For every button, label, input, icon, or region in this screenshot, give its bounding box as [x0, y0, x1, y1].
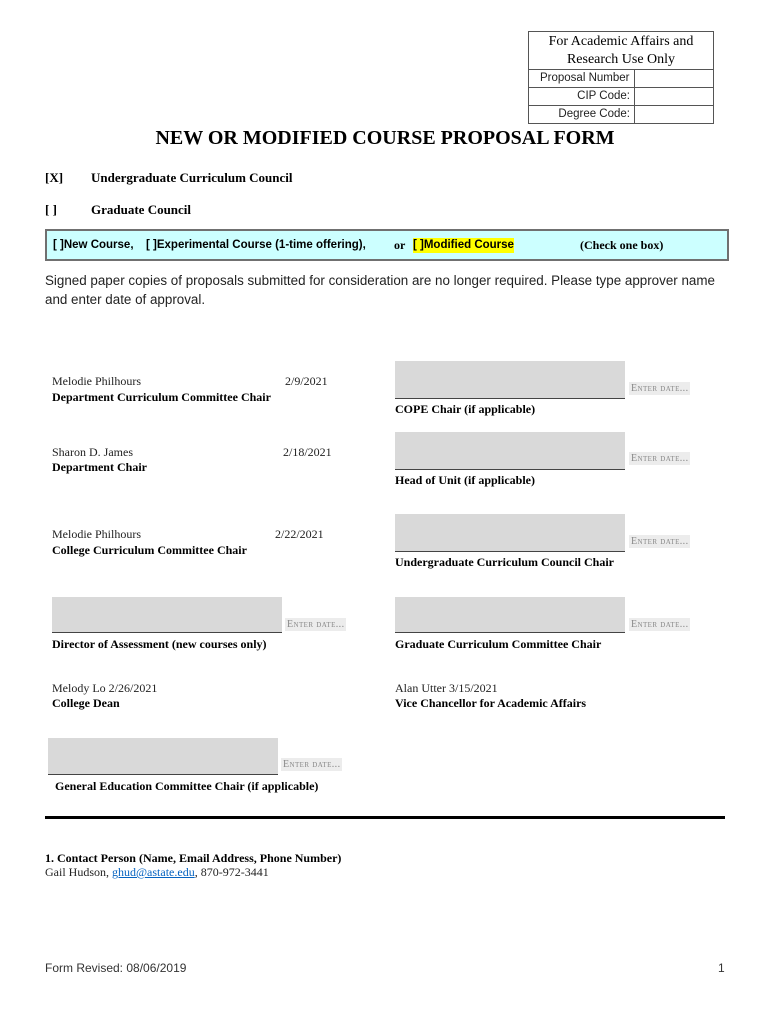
dept-chair-name[interactable]: Sharon D. James [52, 445, 133, 459]
cope-chair-signature-field[interactable] [395, 361, 625, 399]
office-row-degree-code [529, 105, 713, 123]
ucc-checkbox[interactable]: [X] [45, 170, 64, 185]
graduate-council-label: Graduate Council [91, 202, 192, 217]
course-type-box [45, 229, 729, 261]
dept-committee-chair-date[interactable]: 2/9/2021 [285, 374, 328, 388]
director-assessment-role: Director of Assessment (new courses only) [52, 637, 267, 651]
dept-committee-chair-role: Department Curriculum Committee Chair [52, 390, 271, 404]
dept-chair-role: Department Chair [52, 460, 147, 474]
contact-line [45, 865, 269, 880]
cope-chair-role: COPE Chair (if applicable) [395, 402, 536, 416]
cope-chair-date-field[interactable]: Enter date... [631, 383, 689, 394]
experimental-course-checkbox[interactable]: [ ]Experimental Course (1-time offering), [146, 239, 366, 251]
vice-chancellor-name[interactable]: Alan Utter 3/15/2021 [395, 681, 498, 695]
page-number: 1 [718, 961, 725, 975]
office-use-box [528, 31, 714, 124]
gen-ed-chair-role: General Education Committee Chair (if applicable) [55, 779, 319, 793]
office-row-cip-code [529, 87, 713, 105]
college-dean-role: College Dean [52, 696, 120, 710]
grad-committee-chair-date-field[interactable]: Enter date... [631, 619, 689, 630]
head-of-unit-date-field[interactable]: Enter date... [631, 453, 689, 464]
college-dean-name[interactable]: Melody Lo 2/26/2021 [52, 681, 158, 695]
college-committee-chair-role: College Curriculum Committee Chair [52, 543, 247, 557]
head-of-unit-signature-field[interactable] [395, 432, 625, 470]
contact-heading: 1. Contact Person (Name, Email Address, Phone Number) [45, 851, 342, 865]
check-one-box-text: (Check one box) [580, 238, 664, 252]
gen-ed-chair-signature-field[interactable] [48, 738, 278, 775]
approval-notice: Signed paper copies of proposals submitted for consideration are no longer required. Please type approver name and enter date of approval. [45, 273, 715, 307]
proposal-number-label: Proposal Number [529, 70, 635, 87]
college-committee-chair-date[interactable]: 2/22/2021 [275, 527, 324, 541]
office-use-heading: For Academic Affairs and Research Use Only [548, 34, 694, 67]
modified-course-checkbox[interactable]: [ ]Modified Course [413, 239, 514, 251]
or-text: or [394, 238, 406, 252]
ucc-chair-date-field[interactable]: Enter date... [631, 536, 689, 547]
cip-code-field[interactable] [635, 88, 713, 105]
director-assessment-signature-field[interactable] [52, 597, 282, 633]
dept-chair-date[interactable]: 2/18/2021 [283, 445, 332, 459]
head-of-unit-role: Head of Unit (if applicable) [395, 473, 535, 487]
ucc-chair-signature-field[interactable] [395, 514, 625, 552]
director-assessment-date-field[interactable]: Enter date... [287, 619, 345, 630]
degree-code-field[interactable] [635, 106, 713, 123]
ucc-label: Undergraduate Curriculum Council [91, 170, 293, 185]
ucc-chair-role: Undergraduate Curriculum Council Chair [395, 555, 614, 569]
form-title: NEW OR MODIFIED COURSE PROPOSAL FORM [155, 127, 615, 149]
vice-chancellor-role: Vice Chancellor for Academic Affairs [395, 696, 587, 710]
dept-committee-chair-name[interactable]: Melodie Philhours [52, 374, 141, 388]
grad-committee-chair-signature-field[interactable] [395, 597, 625, 633]
degree-code-label: Degree Code: [529, 106, 635, 123]
contact-phone: , 870-972-3441 [194, 865, 269, 879]
graduate-council-checkbox[interactable]: [ ] [45, 202, 57, 217]
contact-email-link[interactable]: ghud@astate.edu [112, 865, 195, 879]
contact-name: Gail Hudson, [45, 865, 112, 879]
college-committee-chair-name[interactable]: Melodie Philhours [52, 527, 141, 541]
section-divider [45, 816, 725, 819]
new-course-checkbox[interactable]: [ ]New Course, [53, 239, 134, 251]
form-revised-footer: Form Revised: 08/06/2019 [45, 961, 187, 975]
office-row-proposal-number [529, 69, 713, 87]
gen-ed-chair-date-field[interactable]: Enter date... [283, 759, 341, 770]
cip-code-label: CIP Code: [529, 88, 635, 105]
grad-committee-chair-role: Graduate Curriculum Committee Chair [395, 637, 602, 651]
proposal-number-field[interactable] [635, 70, 713, 87]
